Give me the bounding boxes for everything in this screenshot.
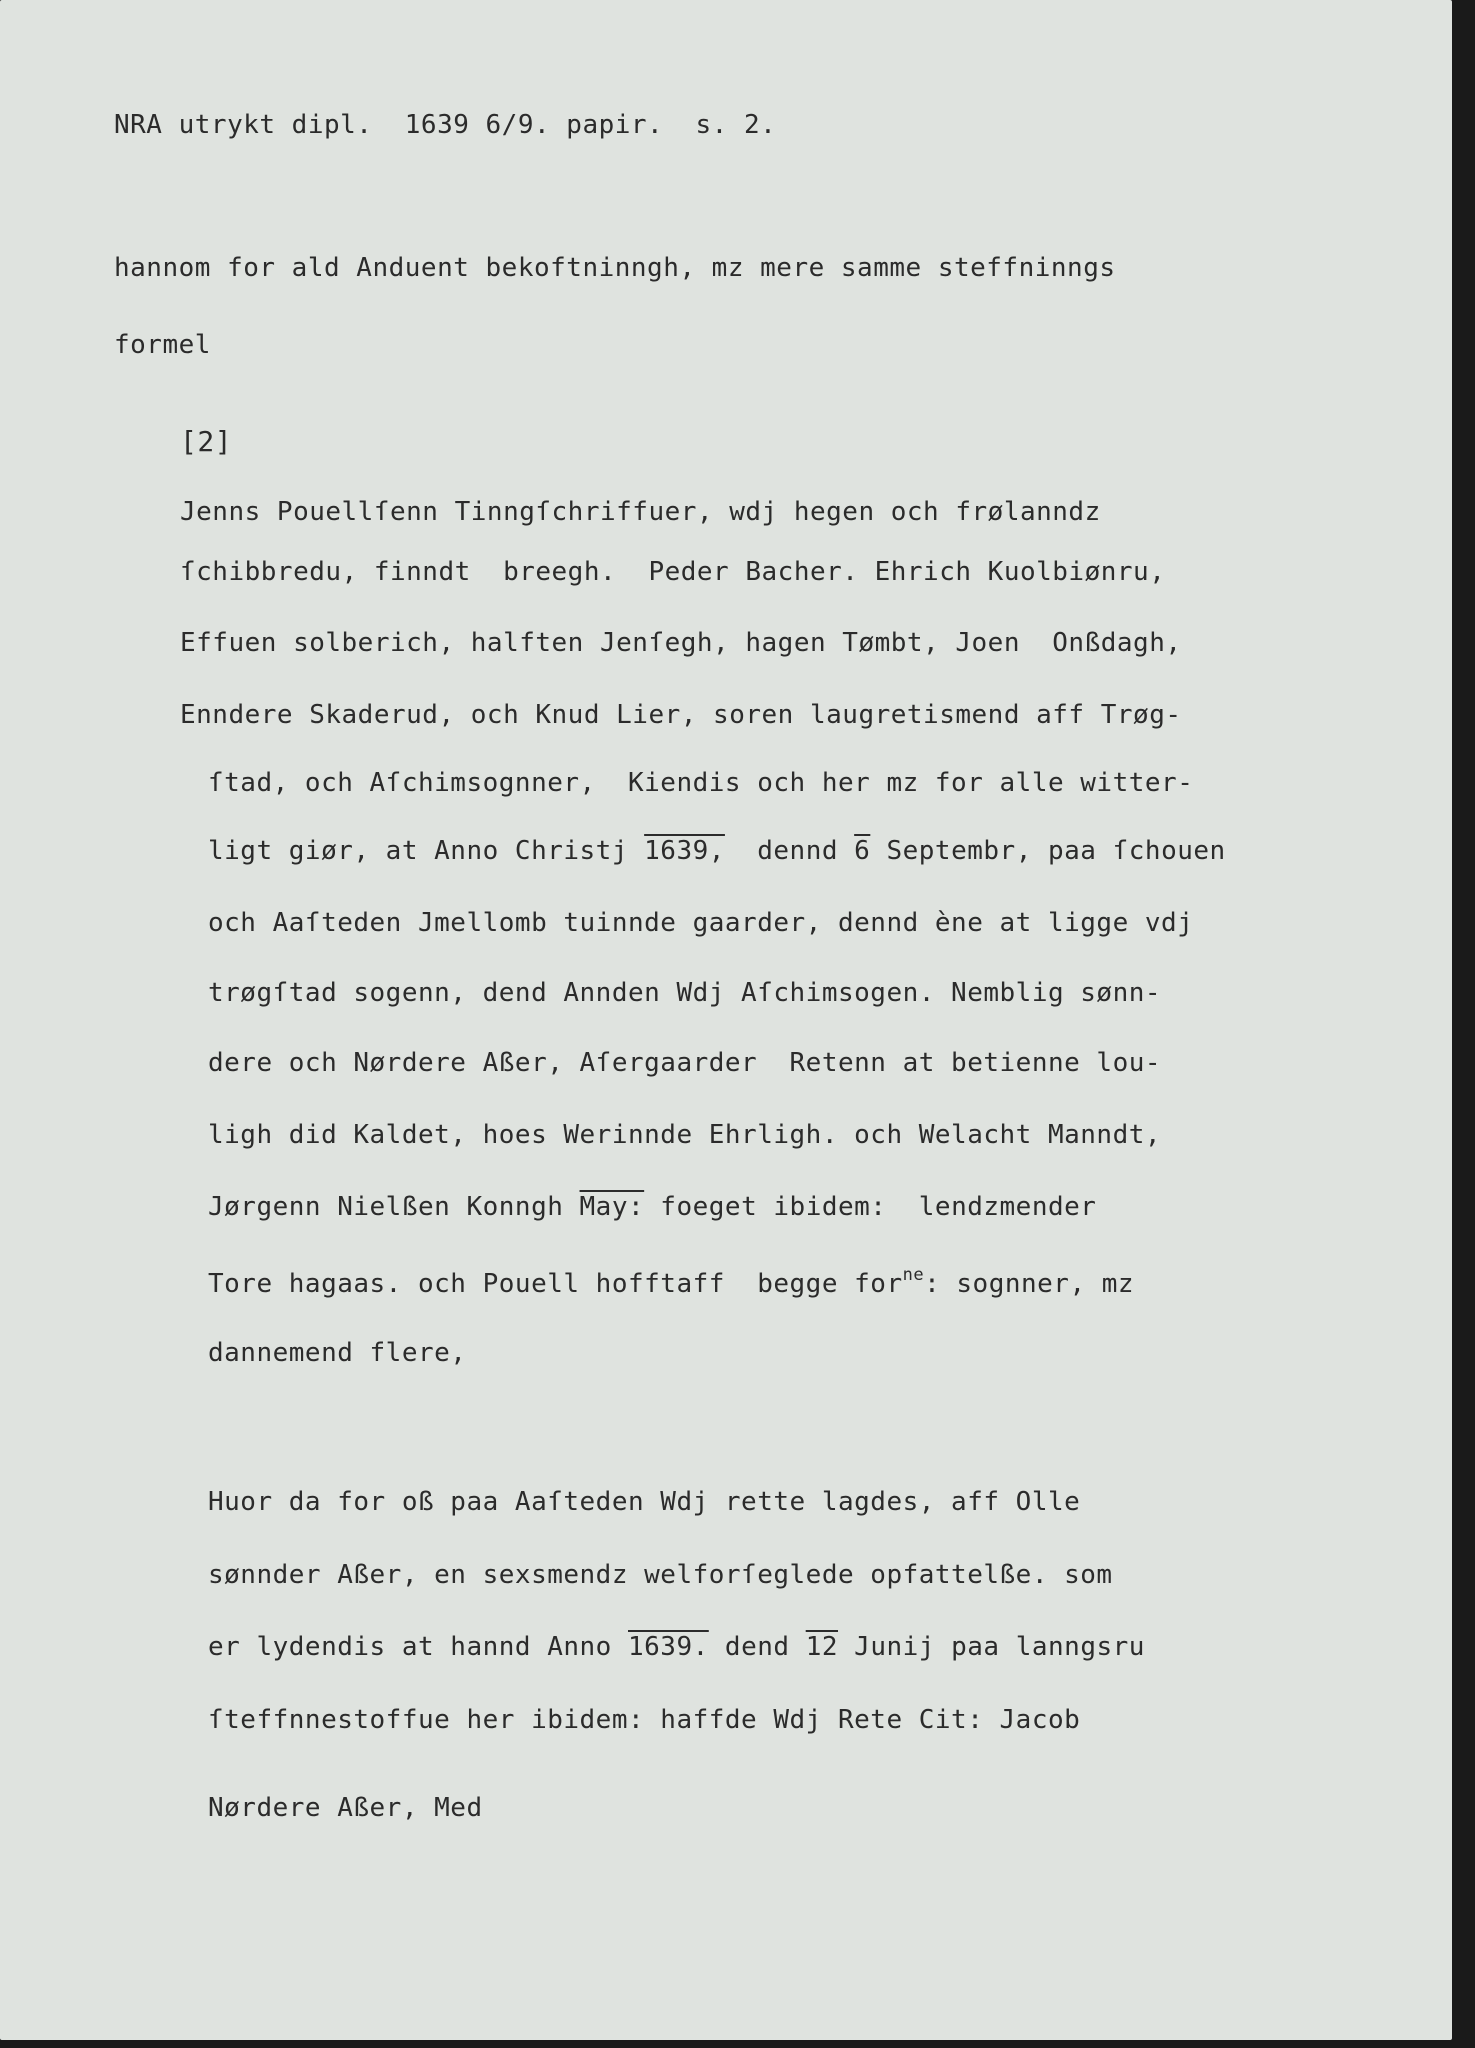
paragraph-1-line-6 <box>208 836 1226 866</box>
intro-line-2: formel <box>114 330 211 360</box>
paragraph-1-line-10: ligh did Kaldet, hoes Werinnde Ehrligh. och Welacht Manndt, <box>208 1120 1162 1150</box>
paragraph-1-line-11 <box>208 1192 1096 1222</box>
overlined-year: 1639, <box>644 836 725 866</box>
paragraph-1-line-7: och Aaſteden Jmellomb tuinnde gaarder, dennd ène at ligge vdj <box>208 908 1194 938</box>
document-header: NRA utrykt dipl. 1639 6/9. papir. s. 2. <box>114 110 777 140</box>
paragraph-1-line-8: trøgſtad sogenn, dend Annden Wdj Aſchimsogen. Nemblig sønn- <box>208 978 1162 1008</box>
paragraph-2-line-4: ſteffnnestoffue her ibidem: haffde Wdj Rete Cit: Jacob <box>208 1705 1081 1735</box>
paragraph-2-line-3-end: Junij paa lanngsru <box>838 1632 1145 1662</box>
paragraph-1-line-3: Effuen solberich, halften Jenſegh, hagen Tømbt, Joen Onßdagh, <box>180 628 1182 658</box>
paragraph-1-line-11-start: Jørgenn Nielßen Konngh <box>208 1192 580 1222</box>
paragraph-1-line-1: Jenns Pouellſenn Tinngſchriffuer, wdj hegen och frølanndz <box>180 497 1101 527</box>
paragraph-1-line-9: dere och Nørdere Aßer, Aſergaarder Retenn at betienne lou- <box>208 1048 1162 1078</box>
overlined-day: 6 <box>854 836 871 866</box>
paragraph-1-line-5: ſtad, och Aſchimsognner, Kiendis och her mz for alle witter- <box>208 768 1194 798</box>
overlined-day: 12 <box>805 1632 839 1662</box>
overlined-year: 1639. <box>628 1632 709 1662</box>
paragraph-1-line-6-mid: dennd <box>724 836 855 866</box>
paragraph-2-line-3 <box>208 1632 1145 1662</box>
paragraph-1-line-4: Enndere Skaderud, och Knud Lier, soren laugretismend aff Trøg- <box>180 700 1182 730</box>
section-marker: [2] <box>180 425 233 458</box>
paragraph-1-line-12 <box>208 1265 1134 1299</box>
paragraph-1-line-12-start: Tore hagaas. och Pouell hofftaff begge for <box>208 1269 903 1299</box>
paragraph-2-line-1: Huor da for oß paa Aaſteden Wdj rette lagdes, aff Olle <box>208 1487 1081 1517</box>
paragraph-1-line-6-end: Septembr, paa ſchouen <box>870 836 1226 866</box>
paragraph-1-line-12-end: : sognner, mz <box>924 1269 1135 1299</box>
intro-line-1: hannom for ald Anduent bekoftninngh, mz mere samme steffninngs <box>114 253 1116 283</box>
paragraph-2-line-5: Nørdere Aßer, Med <box>208 1793 483 1823</box>
paragraph-1-line-2: ſchibbredu, finndt breegh. Peder Bacher. Ehrich Kuolbiønru, <box>180 557 1166 587</box>
paragraph-2-line-3-start: er lydendis at hannd Anno <box>208 1632 628 1662</box>
paragraph-1-line-6-start: ligt giør, at Anno Christj <box>208 836 645 866</box>
paragraph-1-line-13: dannemend flere, <box>208 1338 467 1368</box>
paragraph-2-line-2: sønnder Aßer, en sexsmendz welforſeglede opfattelße. som <box>208 1560 1113 1590</box>
overlined-majesty: May: <box>579 1192 645 1222</box>
paragraph-2-line-3-mid: dend <box>708 1632 806 1662</box>
superscript-ne: ne <box>902 1265 925 1285</box>
paragraph-1-line-11-end: foeget ibidem: lendzmender <box>644 1192 1097 1222</box>
